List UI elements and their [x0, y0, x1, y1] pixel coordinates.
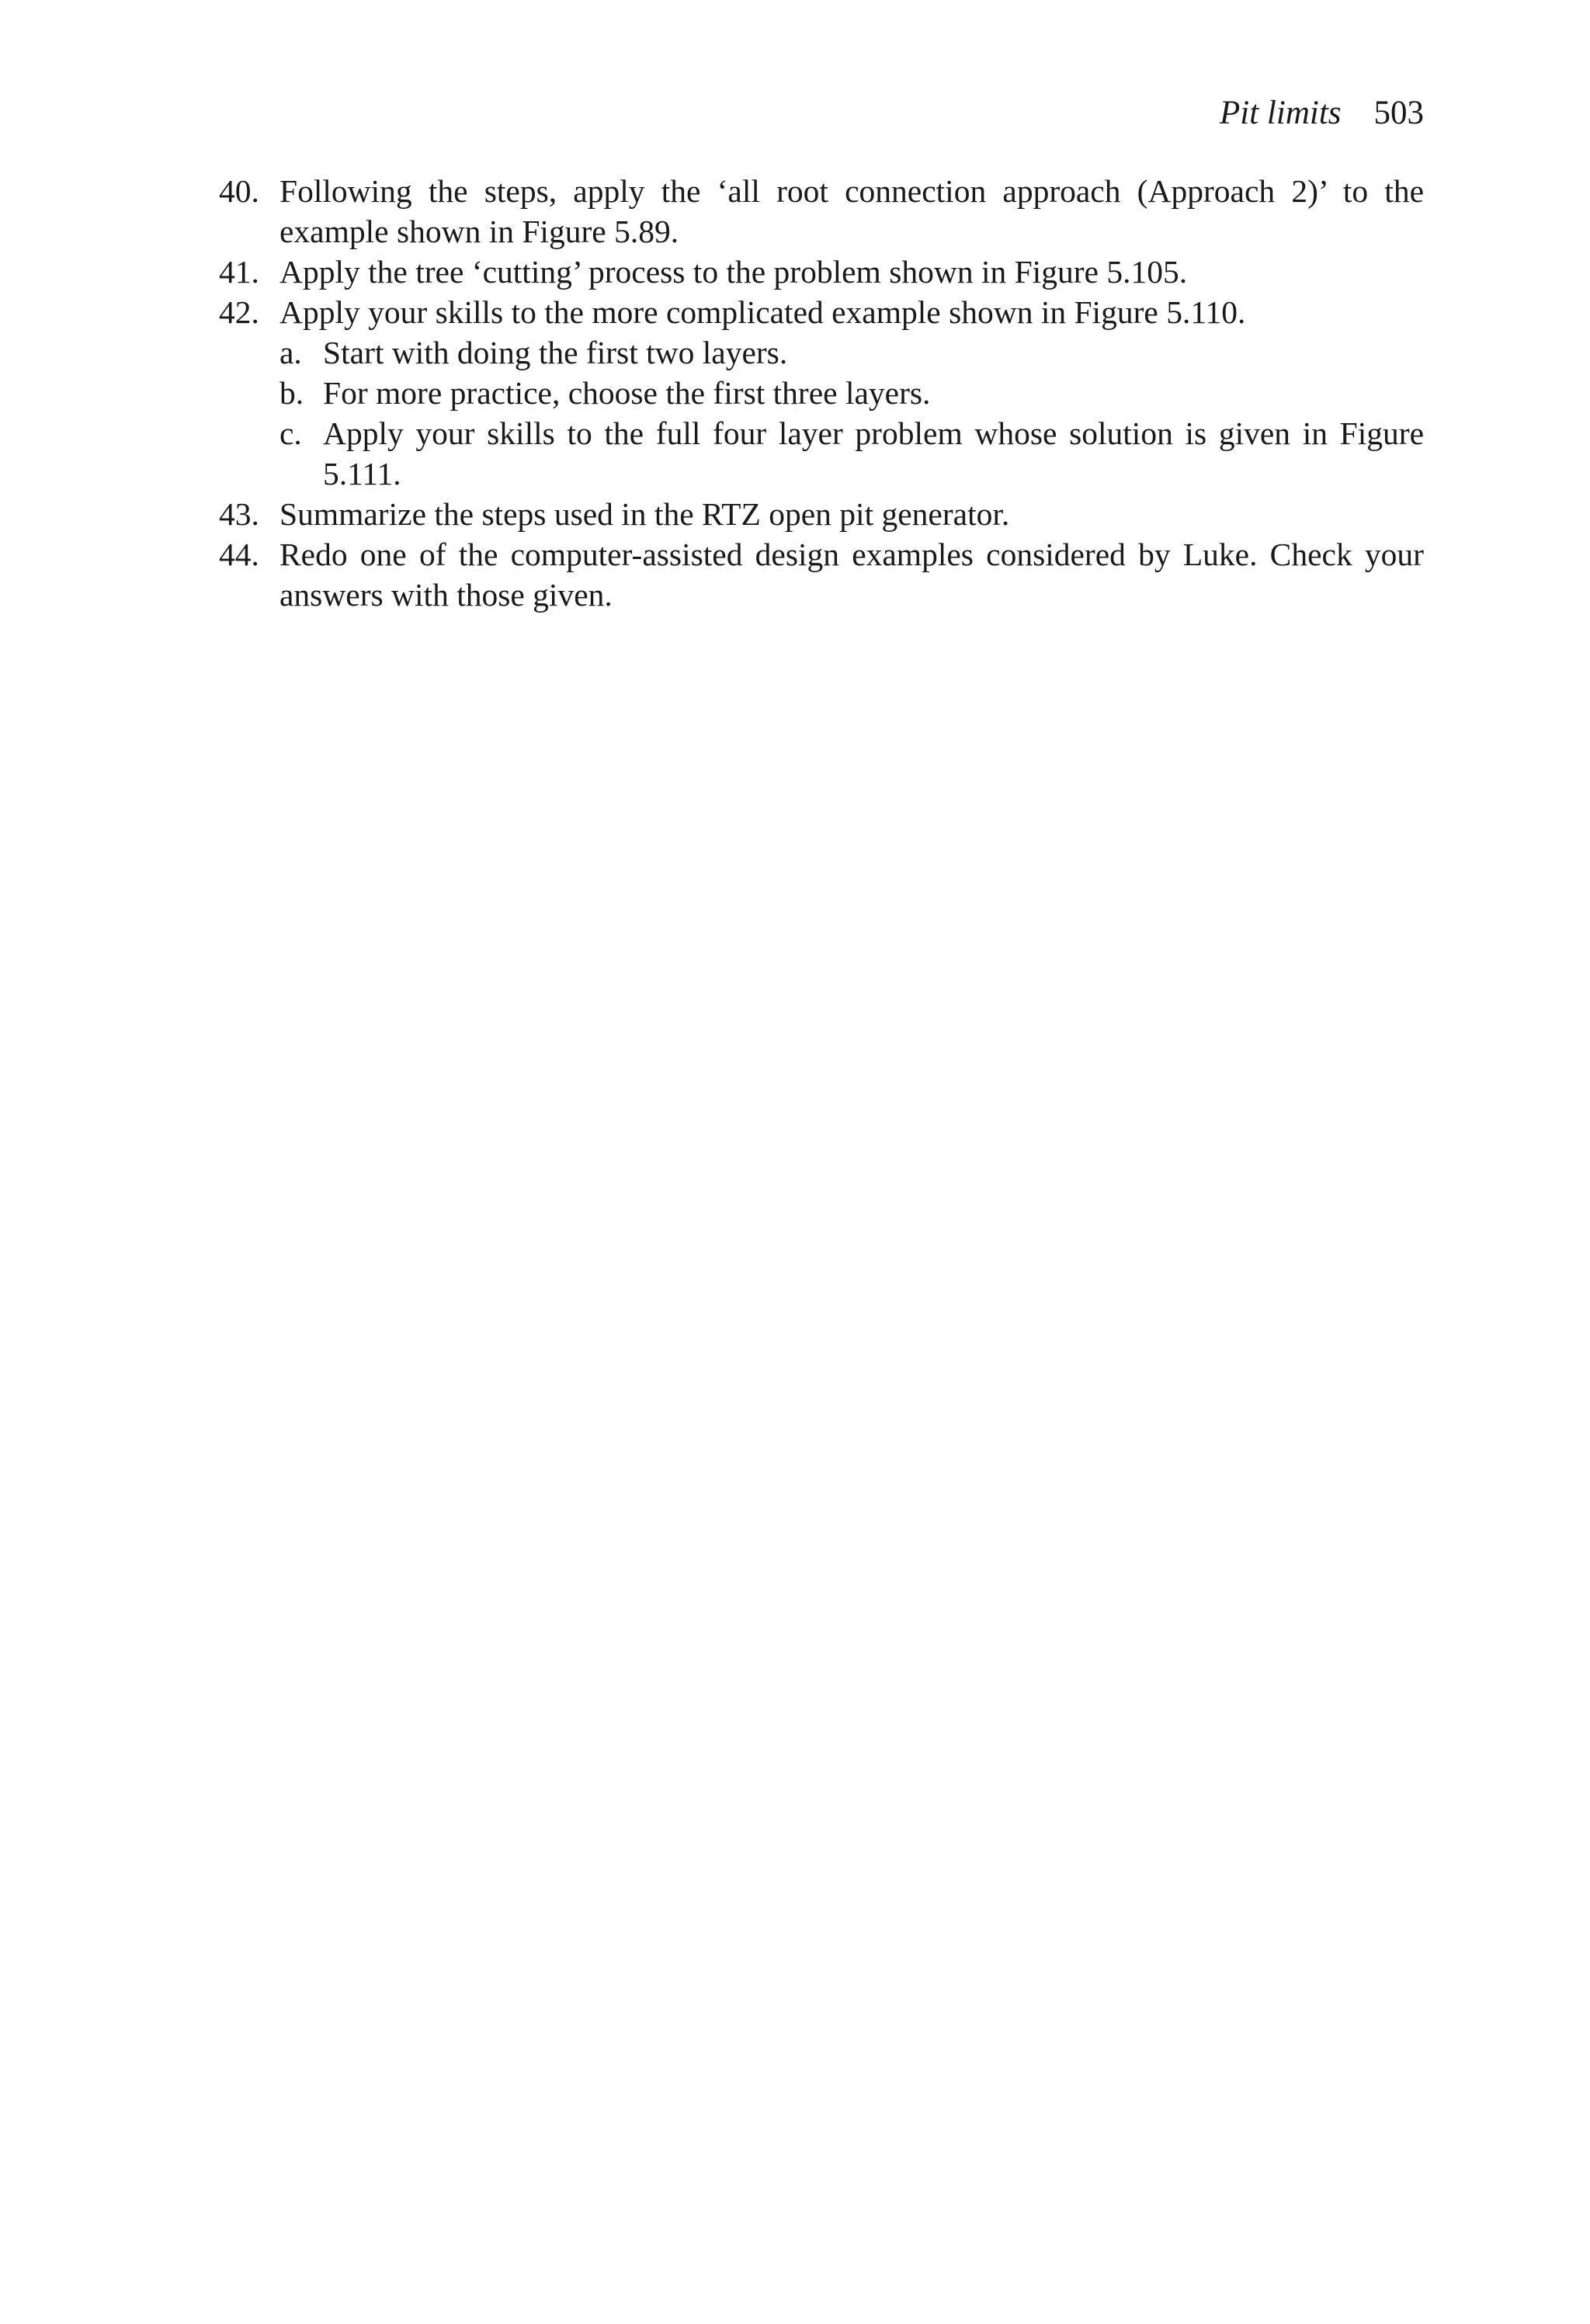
question-41: [219, 252, 1424, 292]
question-number: 40.: [219, 173, 259, 209]
subitem-text: Start with doing the first two layers.: [323, 335, 788, 370]
page-number: 503: [1373, 95, 1424, 131]
question-text: Apply your skills to the more complicated example shown in Figure 5.110.: [279, 294, 1246, 330]
question-text: Apply the tree ‘cutting’ process to the problem shown in Figure 5.105.: [279, 254, 1188, 290]
question-42-part-b: [219, 373, 1424, 413]
subitem-text: For more practice, choose the first three layers.: [323, 375, 931, 411]
running-header: [219, 92, 1424, 135]
section-title: Pit limits: [1220, 95, 1342, 131]
question-text: Summarize the steps used in the RTZ open pit generator.: [279, 496, 1010, 532]
question-40: [219, 171, 1424, 252]
exercise-list: [219, 171, 1424, 615]
question-43: [219, 494, 1424, 534]
question-number: 41.: [219, 254, 259, 290]
subitem-letter: c.: [279, 415, 302, 451]
subitem-letter: b.: [279, 375, 304, 411]
question-text: Following the steps, apply the ‘all root connection approach (Approach 2)’ to the example shown in Figure 5.89.: [279, 173, 1424, 249]
question-42: [219, 292, 1424, 332]
subitem-letter: a.: [279, 335, 302, 370]
subitem-text: Apply your skills to the full four layer problem whose solution is given in Figure 5.111.: [323, 415, 1424, 492]
question-number: 43.: [219, 496, 259, 532]
question-number: 42.: [219, 294, 259, 330]
question-number: 44.: [219, 537, 259, 572]
question-42-part-c: [219, 413, 1424, 494]
question-text: Redo one of the computer-assisted design examples considered by Luke. Check your answers with those given.: [279, 537, 1424, 613]
question-44: [219, 534, 1424, 615]
question-42-part-a: [219, 332, 1424, 373]
